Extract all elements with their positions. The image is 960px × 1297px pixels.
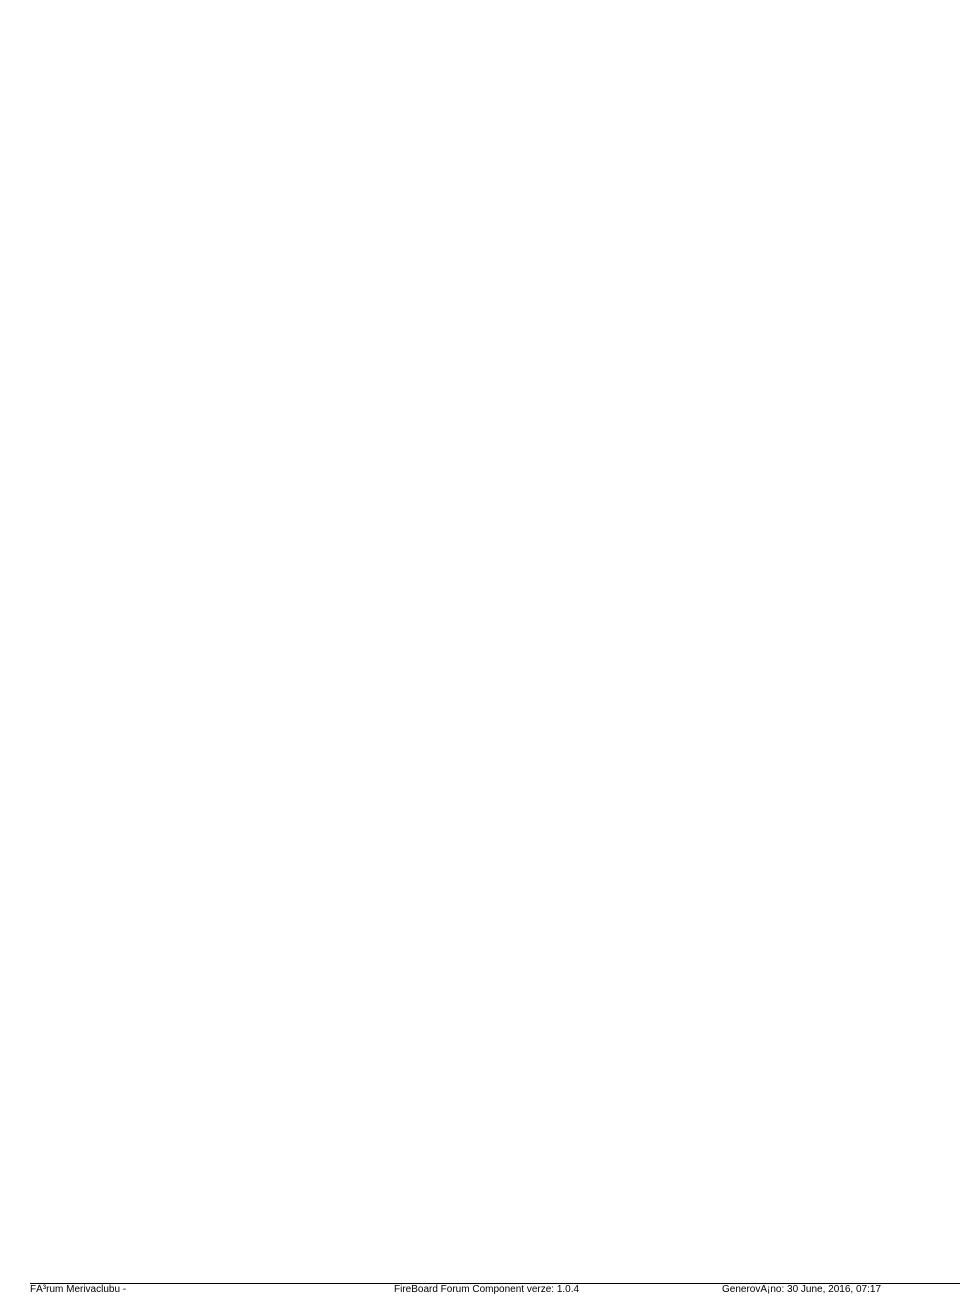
footer-generated: GenerovÃ¡no: 30 June, 2016, 07:17 [722, 1284, 882, 1295]
page-footer [30, 1283, 960, 1296]
footer-component: FireBoard Forum Component verze: 1.0.4 [394, 1284, 580, 1295]
footer-forum-name: FÃ³rum Merivaclubu - [30, 1284, 127, 1295]
